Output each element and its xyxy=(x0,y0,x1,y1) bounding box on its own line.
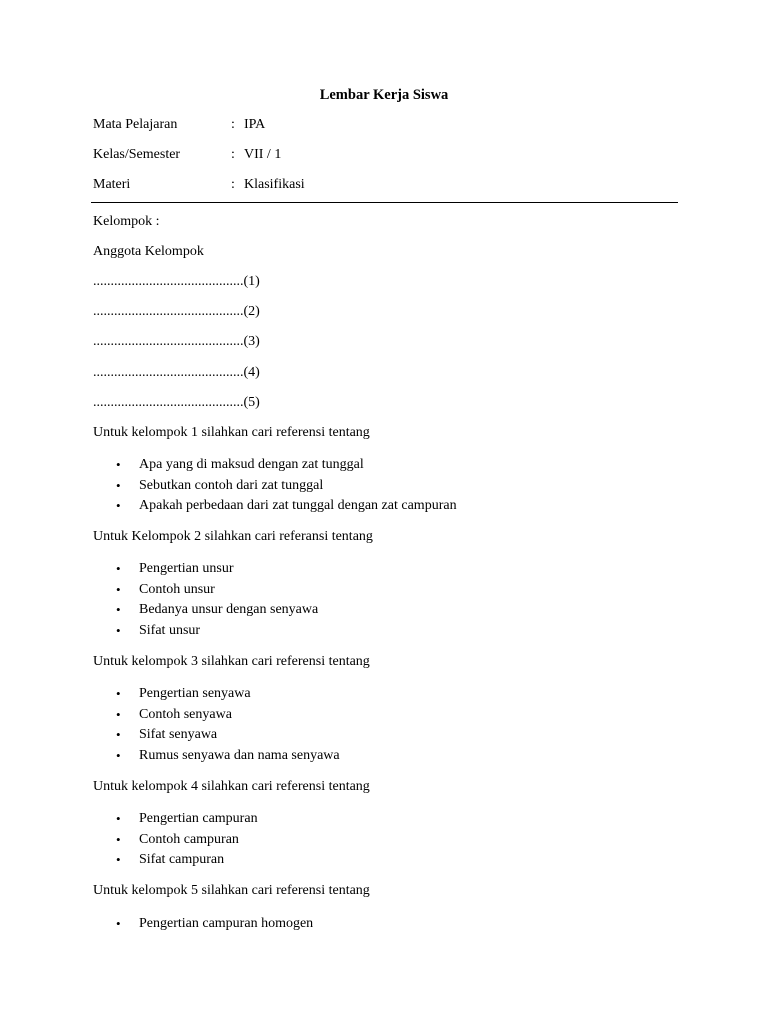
member-line: ...........................................(2) xyxy=(93,304,260,319)
list-item-text: Apakah perbedaan dari zat tunggal dengan zat campuran xyxy=(139,498,457,513)
list-item-text: Contoh campuran xyxy=(139,831,239,847)
bullet-icon: • xyxy=(116,498,121,513)
bullet-icon: • xyxy=(116,916,121,931)
member-line: ...........................................(5) xyxy=(93,395,260,410)
group-3-list xyxy=(93,684,340,766)
group-4-heading: Untuk kelompok 4 silahkan cari referensi tentang xyxy=(93,779,370,794)
bullet-icon: • xyxy=(116,581,121,597)
list-item-text: Pengertian campuran xyxy=(139,811,258,826)
group-1-heading: Untuk kelompok 1 silahkan cari referensi tentang xyxy=(93,425,370,440)
list-item xyxy=(93,746,340,767)
list-item xyxy=(93,621,318,642)
member-line: ...........................................(3) xyxy=(93,334,260,349)
list-item xyxy=(93,476,457,497)
member-line: ...........................................(4) xyxy=(93,365,260,380)
list-item-text: Contoh senyawa xyxy=(139,706,232,722)
group-1-list xyxy=(93,455,457,517)
bullet-icon: • xyxy=(116,852,121,867)
list-item xyxy=(93,914,313,935)
list-item xyxy=(93,580,318,601)
list-item-text: Pengertian campuran homogen xyxy=(139,916,314,931)
bullet-icon: • xyxy=(116,457,121,472)
list-item-text: Bedanya unsur dengan senyawa xyxy=(139,602,319,617)
list-item xyxy=(93,496,457,517)
bullet-icon: • xyxy=(116,706,121,722)
list-item-text: Sifat unsur xyxy=(139,622,201,638)
group-3-heading: Untuk kelompok 3 silahkan cari referensi tentang xyxy=(93,654,370,669)
info-label: Mata Pelajaran xyxy=(93,117,178,132)
list-item xyxy=(93,830,258,851)
list-item xyxy=(93,809,258,830)
member-line: ...........................................(1) xyxy=(93,274,260,289)
list-item xyxy=(93,725,340,746)
group-4-list xyxy=(93,809,258,871)
group-5-list xyxy=(93,914,313,935)
list-item-text: Sifat campuran xyxy=(139,852,225,867)
list-item xyxy=(93,705,340,726)
info-label: Materi xyxy=(93,177,131,192)
group-label: Kelompok : xyxy=(93,214,160,229)
list-item xyxy=(93,455,457,476)
document-title: Lembar Kerja Siswa xyxy=(319,87,449,103)
info-label: Kelas/Semester xyxy=(93,147,181,162)
list-item-text: Contoh unsur xyxy=(139,581,215,597)
info-colon: : xyxy=(231,117,235,132)
info-colon: : xyxy=(231,147,235,162)
group-2-heading: Untuk Kelompok 2 silahkan cari referansi tentang xyxy=(93,529,373,544)
list-item-text: Apa yang di maksud dengan zat tunggal xyxy=(139,457,364,472)
info-value: Klasifikasi xyxy=(244,177,305,192)
bullet-icon: • xyxy=(116,727,121,742)
info-colon: : xyxy=(231,177,235,192)
bullet-icon: • xyxy=(116,831,121,847)
header-divider xyxy=(91,202,678,203)
list-item-text: Rumus senyawa dan nama senyawa xyxy=(139,747,340,763)
bullet-icon: • xyxy=(116,602,121,617)
bullet-icon: • xyxy=(116,477,121,493)
list-item xyxy=(93,684,340,705)
list-item xyxy=(93,850,258,871)
bullet-icon: • xyxy=(116,686,121,701)
list-item-text: Sifat senyawa xyxy=(139,727,218,742)
bullet-icon: • xyxy=(116,561,121,576)
list-item-text: Pengertian senyawa xyxy=(139,686,251,701)
group-5-heading: Untuk kelompok 5 silahkan cari referensi tentang xyxy=(93,883,370,898)
bullet-icon: • xyxy=(116,811,121,826)
info-value: IPA xyxy=(244,117,266,132)
list-item-text: Pengertian unsur xyxy=(139,561,234,576)
info-value: VII / 1 xyxy=(244,147,282,162)
list-item xyxy=(93,559,318,580)
list-item-text: Sebutkan contoh dari zat tunggal xyxy=(139,477,324,493)
list-item xyxy=(93,600,318,621)
bullet-icon: • xyxy=(116,747,121,763)
group-2-list xyxy=(93,559,318,641)
members-label: Anggota Kelompok xyxy=(93,244,204,259)
bullet-icon: • xyxy=(116,622,121,638)
